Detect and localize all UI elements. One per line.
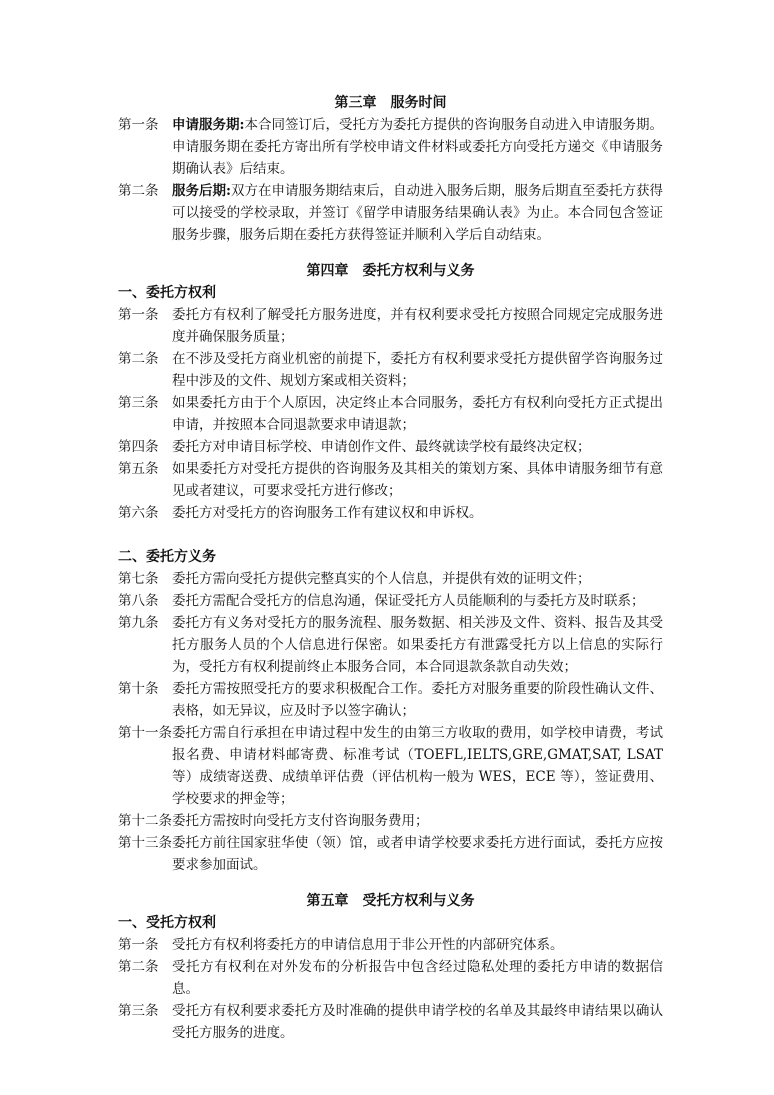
article-number: 第六条 xyxy=(118,505,159,521)
article-number: 第十三条 xyxy=(118,835,172,851)
section-principal-rights-title: 一、委托方权利 xyxy=(118,285,216,301)
article-text: 委托方对受托方的咨询服务工作有建议权和申诉权。 xyxy=(172,505,483,521)
ch4-duties-article-10 xyxy=(118,678,663,722)
ch5-rights-article-3 xyxy=(118,1000,663,1044)
ch5-rights-article-2 xyxy=(118,956,663,1000)
article-text: 委托方需按照受托方的要求积极配合工作。委托方对服务重要的阶段性确认文件、表格，如无异议，应及时予以签字确认； xyxy=(172,681,663,719)
article-number: 第十二条 xyxy=(118,813,172,829)
article-number: 第四条 xyxy=(118,439,159,455)
chapter-3-title: 第三章 服务时间 xyxy=(334,95,447,111)
article-text: 委托方需自行承担在申请过程中发生的由第三方收取的费用，如学校申请费，考试报名费、申请材料邮寄费、标准考试（TOEFL,IELTS,GRE,GMAT,SAT, LSAT 等）成绩寄送费、成绩单评估费（评估机构一般为 WES，ECE 等），签证费用、学校要求的押金等； xyxy=(172,725,663,807)
article-number: 第三条 xyxy=(118,395,159,411)
article-text: 在不涉及受托方商业机密的前提下，委托方有权利要求受托方提供留学咨询服务过程中涉及的文件、规划方案或相关资料； xyxy=(172,351,663,389)
article-number: 第一条 xyxy=(118,307,159,323)
ch4-rights-article-5 xyxy=(118,458,663,502)
article-number: 第五条 xyxy=(118,461,159,477)
article-body: 双方在申请服务期结束后，自动进入服务后期，服务后期直至委托方获得可以接受的学校录取，并签订《留学申请服务结果确认表》为止。本合同包含签证服务步骤，服务后期在委托方获得签证并顺利入学后自动结束。 xyxy=(172,183,664,243)
ch4-rights-article-2 xyxy=(118,348,663,392)
ch4-rights-article-1 xyxy=(118,304,663,348)
article-text: 如果委托方对受托方提供的咨询服务及其相关的策划方案、具体申请服务细节有意见或者建议，可要求受托方进行修改； xyxy=(172,461,663,499)
ch3-article-1 xyxy=(118,114,663,180)
article-number: 第二条 xyxy=(118,183,159,199)
article-number: 第十条 xyxy=(118,681,159,697)
article-number: 第一条 xyxy=(118,937,159,953)
ch4-duties-article-8 xyxy=(118,590,663,612)
chapter-4-title: 第四章 委托方权利与义务 xyxy=(306,263,475,279)
article-number: 第一条 xyxy=(118,117,159,133)
ch4-duties-article-11 xyxy=(118,722,663,810)
article-term: 服务后期: xyxy=(172,183,231,199)
contract-document xyxy=(118,92,663,1044)
section-principal-duties-title: 二、委托方义务 xyxy=(118,549,216,565)
ch4-rights-article-3 xyxy=(118,392,663,436)
article-number: 第十一条 xyxy=(118,725,172,741)
article-text: 委托方有义务对受托方的服务流程、服务数据、相关涉及文件、资料、报告及其受托方服务人员的个人信息进行保密。如果委托方有泄露受托方以上信息的实际行为，受托方有权利提前终止本服务合同，本合同退款条款自动失效； xyxy=(172,615,663,675)
article-body: 本合同签订后，受托方为委托方提供的咨询服务自动进入申请服务期。申请服务期在委托方寄出所有学校申请文件材料或委托方向受托方递交《申请服务期确认表》后结束。 xyxy=(172,117,664,177)
article-text: 如果委托方由于个人原因，决定终止本合同服务，委托方有权利向受托方正式提出申请，并按照本合同退款要求申请退款； xyxy=(172,395,663,433)
article-text: 委托方有权利了解受托方服务进度，并有权利要求受托方按照合同规定完成服务进度并确保服务质量； xyxy=(172,307,663,345)
article-number: 第三条 xyxy=(118,1003,159,1019)
article-text: 委托方需向受托方提供完整真实的个人信息，并提供有效的证明文件； xyxy=(172,571,591,587)
ch4-rights-article-6 xyxy=(118,502,663,524)
article-text: 委托方前往国家驻华使（领）馆，或者申请学校要求委托方进行面试，委托方应按要求参加面试。 xyxy=(172,835,663,873)
article-number: 第二条 xyxy=(118,959,159,975)
article-number: 第八条 xyxy=(118,593,159,609)
ch3-article-2 xyxy=(118,180,663,246)
article-term: 申请服务期: xyxy=(172,117,245,133)
article-text: 委托方对申请目标学校、申请创作文件、最终就读学校有最终决定权； xyxy=(172,439,591,455)
article-text: 委托方需配合受托方的信息沟通，保证受托方人员能顺利的与委托方及时联系； xyxy=(172,593,645,609)
article-text xyxy=(172,180,663,246)
article-text: 受托方有权利在对外发布的分析报告中包含经过隐私处理的委托方申请的数据信息。 xyxy=(172,959,663,997)
article-number: 第七条 xyxy=(118,571,159,587)
chapter-5-title: 第五章 受托方权利与义务 xyxy=(306,893,475,909)
article-text: 委托方需按时向受托方支付咨询服务费用； xyxy=(172,813,429,829)
ch4-rights-article-4 xyxy=(118,436,663,458)
ch4-duties-article-13 xyxy=(118,832,663,876)
section-agent-rights-title: 一、受托方权利 xyxy=(118,915,216,931)
article-number: 第九条 xyxy=(118,615,159,631)
article-text: 受托方有权利将委托方的申请信息用于非公开性的内部研究体系。 xyxy=(172,937,564,953)
article-text xyxy=(172,114,663,180)
article-text: 受托方有权利要求委托方及时准确的提供申请学校的名单及其最终申请结果以确认受托方服务的进度。 xyxy=(172,1003,663,1041)
ch4-duties-article-12 xyxy=(118,810,663,832)
ch5-rights-article-1 xyxy=(118,934,663,956)
ch4-duties-article-7 xyxy=(118,568,663,590)
article-number: 第二条 xyxy=(118,351,159,367)
ch4-duties-article-9 xyxy=(118,612,663,678)
